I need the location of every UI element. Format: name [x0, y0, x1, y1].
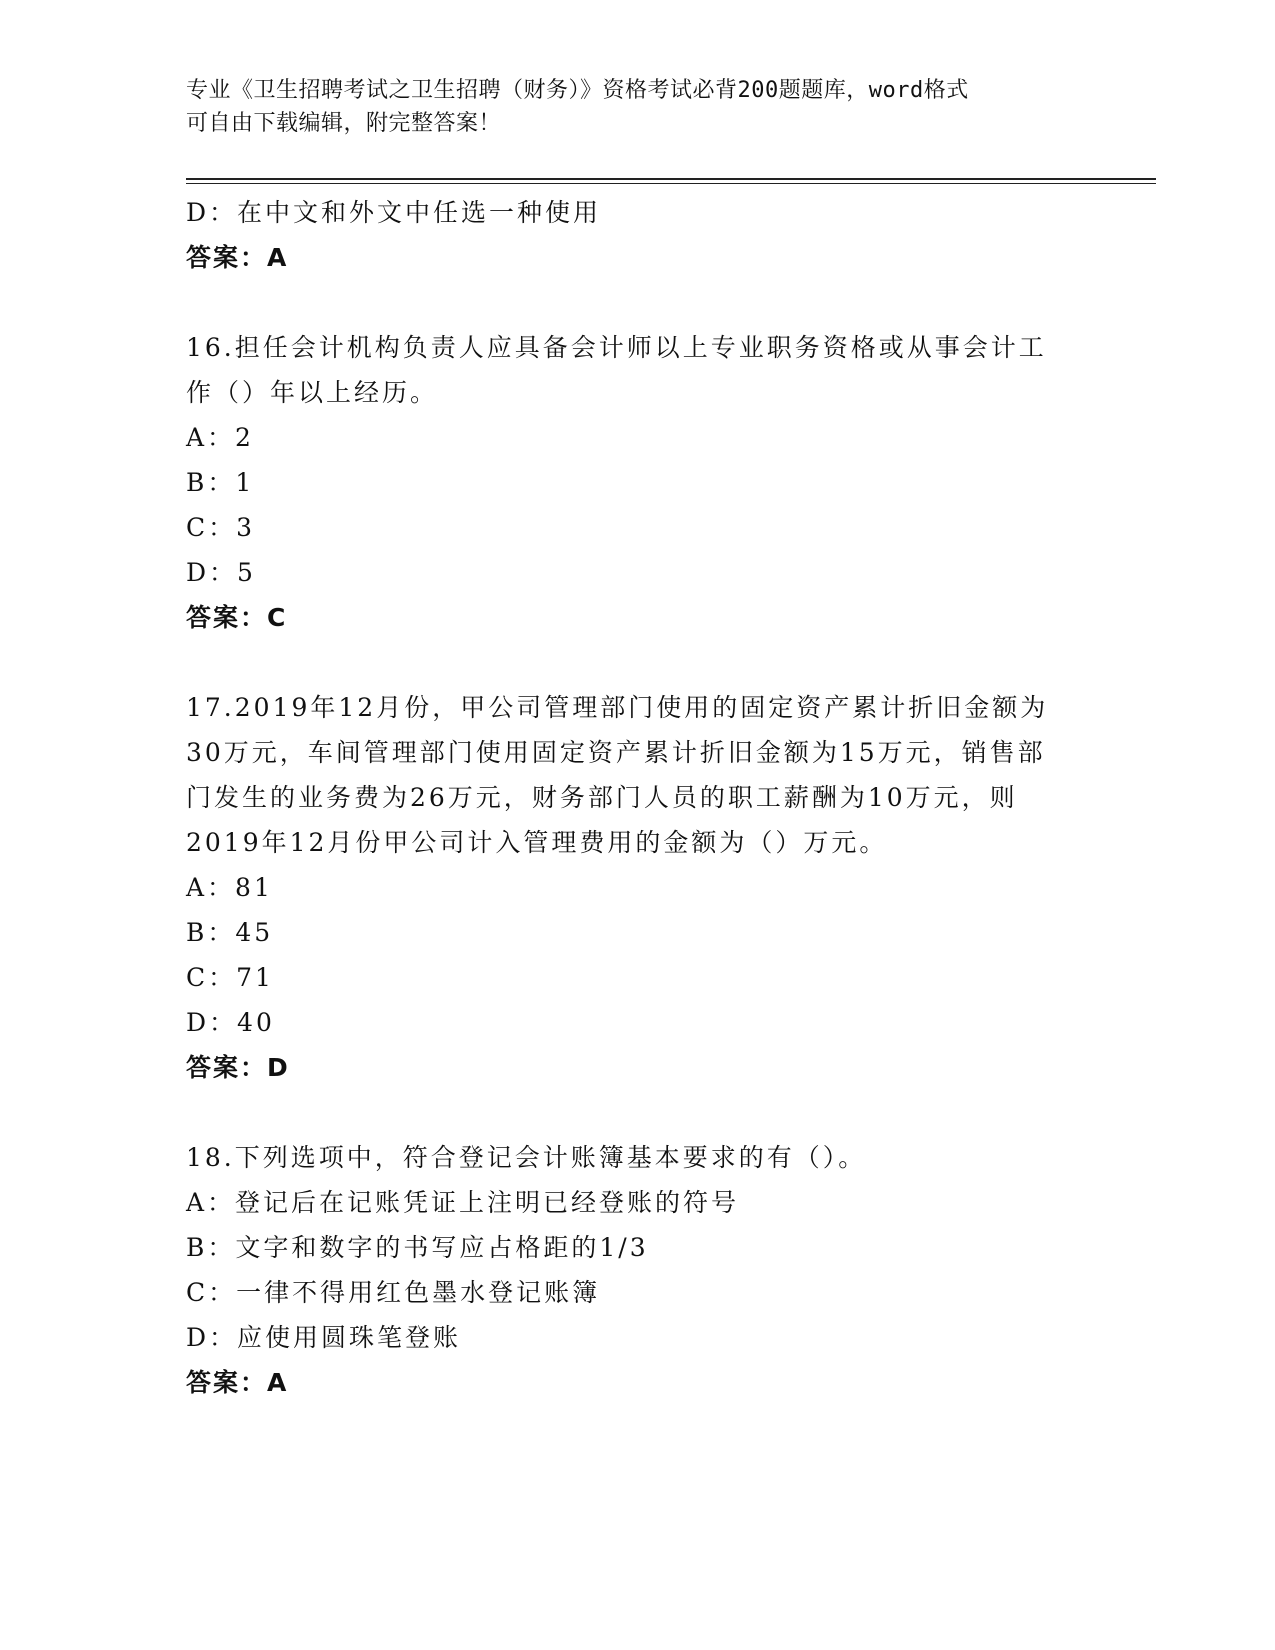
- question-list: [186, 190, 1086, 1405]
- option-c: C：71: [186, 963, 274, 992]
- option-a: A：81: [186, 873, 273, 902]
- option-a: A：2: [186, 423, 254, 452]
- spacer: [186, 640, 1086, 685]
- option-a: A：登记后在记账凭证上注明已经登账的符号: [186, 1188, 740, 1217]
- option-b: B：文字和数字的书写应占格距的1/3: [186, 1233, 649, 1262]
- question-stem: 17.2019年12月份，甲公司管理部门使用的固定资产累计折旧金额为: [186, 693, 1049, 722]
- document-header: [186, 74, 1066, 140]
- answer: 答案：C: [186, 603, 288, 632]
- header-rule-thin: [186, 183, 1156, 184]
- option-c: C：3: [186, 513, 256, 542]
- question-17: [186, 685, 1086, 1090]
- answer: 答案：A: [186, 1368, 289, 1397]
- question-stem: 18.下列选项中，符合登记会计账簿基本要求的有（）。: [186, 1143, 867, 1172]
- spacer: [186, 280, 1086, 325]
- question-18: [186, 1135, 1086, 1405]
- option-c: C：一律不得用红色墨水登记账簿: [186, 1278, 601, 1307]
- question-stem: 30万元，车间管理部门使用固定资产累计折旧金额为15万元，销售部: [186, 738, 1046, 767]
- question-16: [186, 325, 1086, 640]
- spacer: [186, 1090, 1086, 1135]
- question-stem: 2019年12月份甲公司计入管理费用的金额为（）万元。: [186, 828, 888, 857]
- header-line-1: 专业《卫生招聘考试之卫生招聘（财务）》资格考试必背200题题库，word格式: [186, 78, 969, 103]
- answer: 答案：A: [186, 243, 289, 272]
- question-stem: 16.担任会计机构负责人应具备会计师以上专业职务资格或从事会计工: [186, 333, 1047, 362]
- option-d: D：应使用圆珠笔登账: [186, 1323, 462, 1352]
- option-b: B：45: [186, 918, 274, 947]
- answer: 答案：D: [186, 1053, 290, 1082]
- question-stem: 门发生的业务费为26万元，财务部门人员的职工薪酬为10万元，则: [186, 783, 1018, 812]
- option-d: D：40: [186, 1008, 275, 1037]
- question-15-tail: [186, 190, 1086, 280]
- header-line-2: 可自由下载编辑，附完整答案！: [186, 111, 502, 136]
- option-d: D：5: [186, 558, 256, 587]
- option-b: B：1: [186, 468, 255, 497]
- header-rule-thick: [186, 178, 1156, 180]
- question-stem: 作（）年以上经历。: [186, 378, 439, 407]
- option-d: D：在中文和外文中任选一种使用: [186, 198, 602, 227]
